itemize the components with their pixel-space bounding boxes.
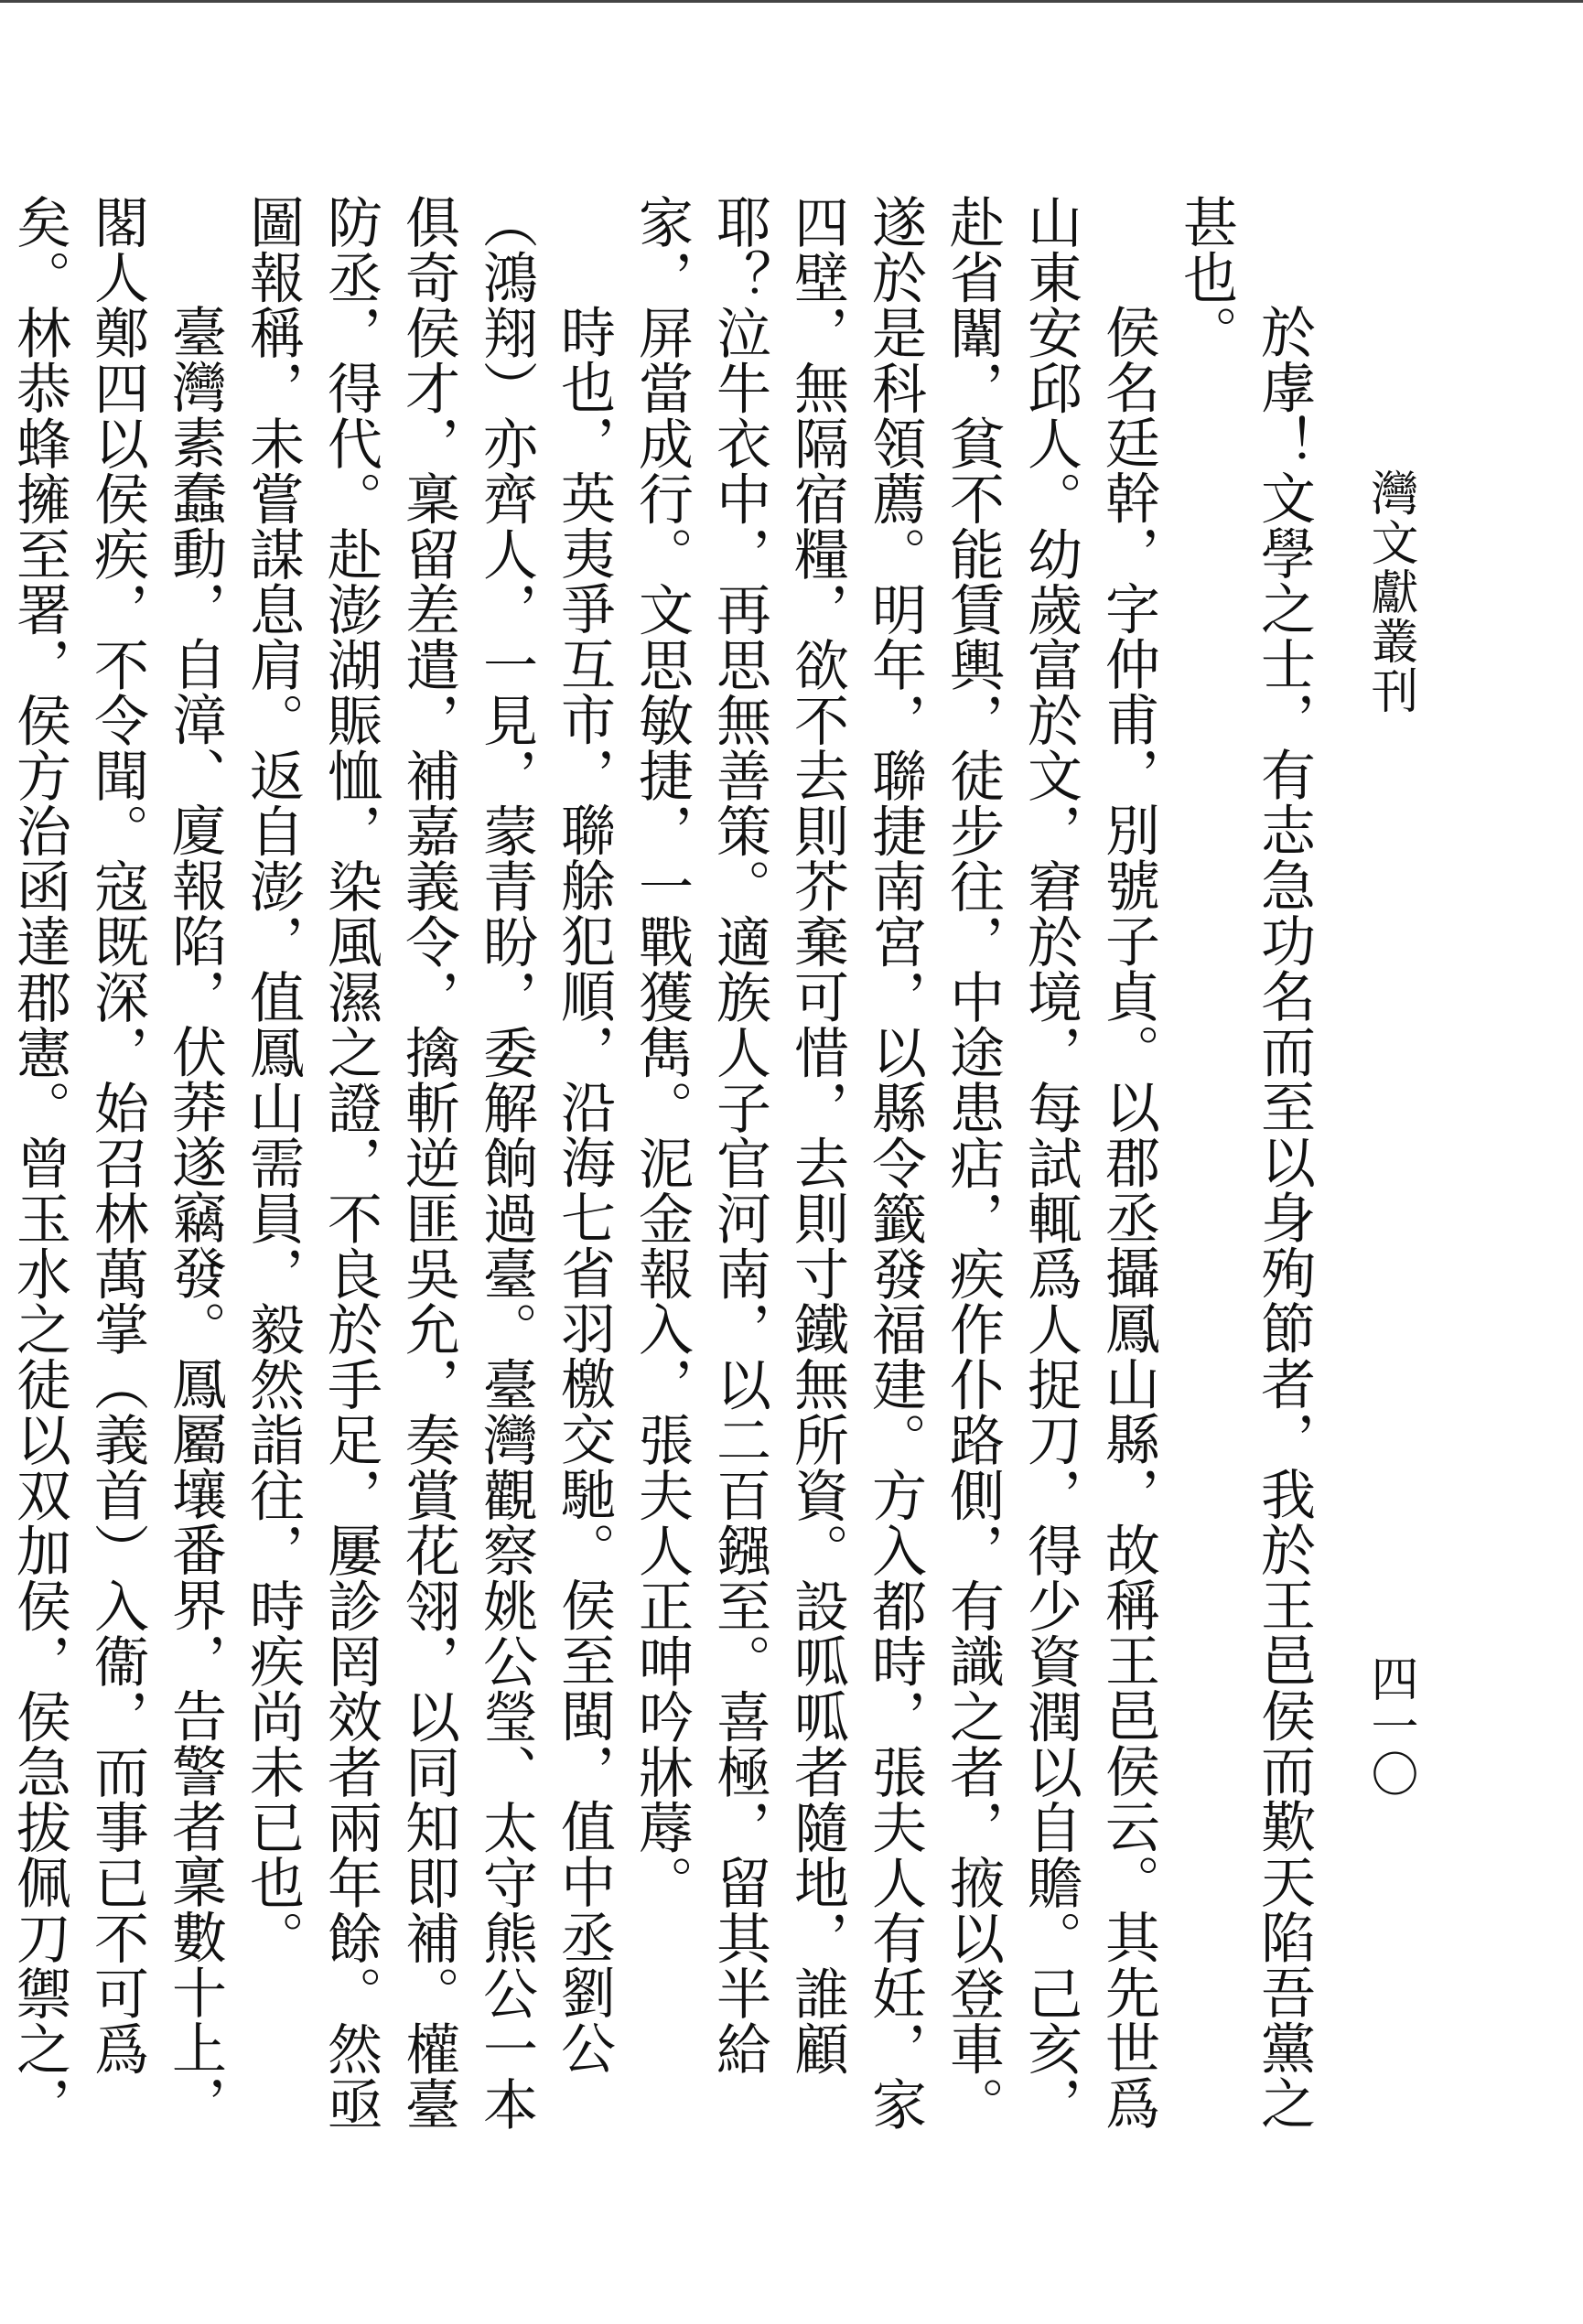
paragraph-4: 臺灣素蠢動，自漳、廈報陷，伏莽遂竊發。鳳屬壤番界，告警者稟數十上，閣人鄭四以侯疾，不令聞。寇既深，始召林萬掌（義首）入衞，而事已不可爲矣。林恭蜂擁至署，侯方治函達郡憲。曾玉水之徒以双加侯，侯急拔佩刀禦之，: [7, 194, 227, 2132]
paragraph-1: 於虖！文學之士，有志急功名而至以身殉節者，我於王邑侯而歎天陷吾黨之甚也。: [1174, 194, 1316, 2131]
page-number: 四一〇: [1362, 1654, 1417, 1797]
running-header: 灣文獻叢刊: [1362, 468, 1417, 715]
top-border-line: [0, 0, 1583, 3]
main-text-body: [7, 194, 1322, 2161]
paragraph-2: 侯名廷幹，字仲甫，別號子貞。以郡丞攝鳳山縣，故稱王邑侯云。其先世爲山東安邱人。幼歲富於文，窘於境，每試輒爲人捉刀，得少資潤以自贍。己亥，赴省闈，貧不能賃輿，徒步往，中途患痁，疾作仆路側，有識之者，掖以登車。遂於是科領薦。明年，聯捷南宮，以縣令籤發福建。方入都時，張夫人有妊，家四壁，無隔宿糧，欲不去則芥棄可惜，去則寸鐵無所資。設呱呱者隨地，誰顧耶？泣牛衣中，再思無善策。適族人子官河南，以二百鏹至。喜極，留其半給家，屏當成行。文思敏捷，一戰獲雋。泥金報入，張夫人正呻吟牀蓐。: [630, 194, 1160, 2132]
paragraph-3: 時也，英夷爭互市，聯艅犯順，沿海七省羽檄交馳。侯至閩，值中丞劉公（鴻翔）亦齊人，一見，蒙青盼，委解餉過臺。臺灣觀察姚公瑩、太守熊公一本俱奇侯才，稟留差遣，補嘉義令，擒斬逆匪吳允，奏賞花翎，以同知即補。權臺防丞，得代。赴澎湖賑恤，染風濕之證，不良於手足，屢診罔效者兩年餘。然亟圖報稱，未嘗謀息肩。返自澎，值鳳山需員，毅然詣往，時疾尚未已也。: [241, 194, 616, 2132]
